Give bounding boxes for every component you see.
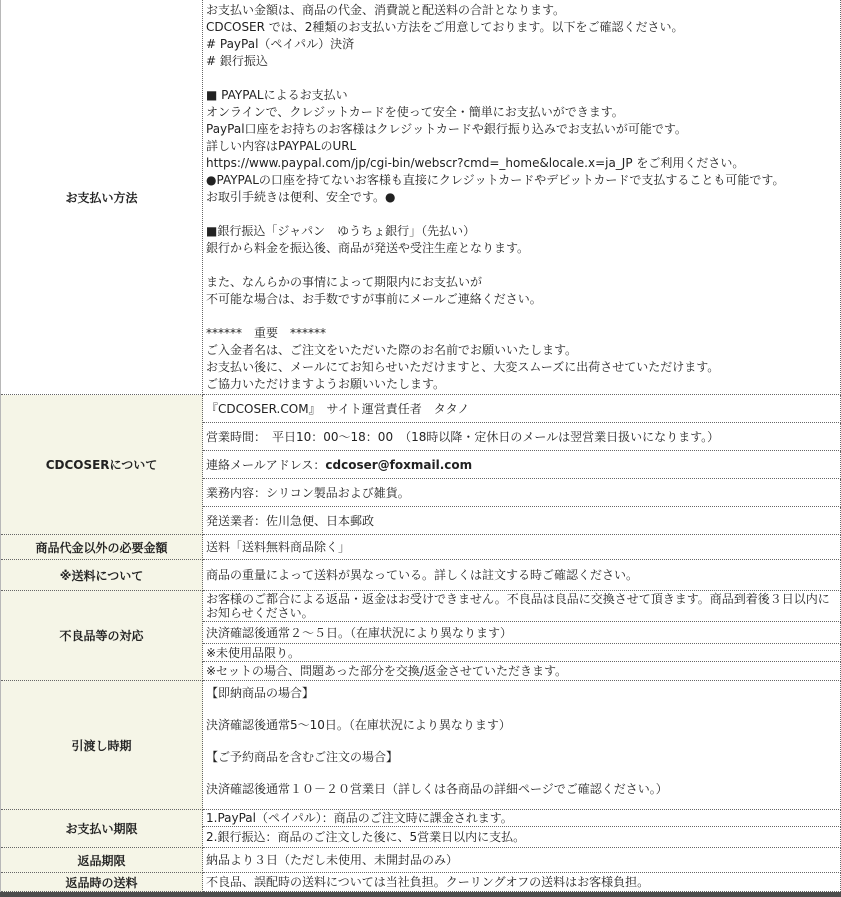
defective-row-2 <box>203 622 841 644</box>
about-contact-row <box>203 451 841 479</box>
shipper-text: 発送業者：佐川急便、日本郵政 <box>206 513 375 528</box>
return-shipping-text: 不良品、誤配時の送料については当社負担。クーリングオフの送料はお客様負担。 <box>206 875 650 889</box>
blank-line <box>206 70 837 87</box>
text-line: 詳しい内容はPAYPALのURL <box>206 139 357 153</box>
contact-email: cdcoser@foxmail.com <box>325 457 473 472</box>
about-business-row <box>203 479 841 507</box>
text-line: ●PAYPALの口座を持てないお客様も直接にクレジットカードやデビットカードで支払することも可能です。 <box>206 173 785 187</box>
defective-timing-text: 決済確認後通常２～５日。（在庫状況により異なります） <box>206 625 513 640</box>
text-line: お支払い金額は、商品の代金、消費説と配送料の合計となります。 <box>206 3 566 17</box>
payment-deadline-row-2 <box>203 827 841 848</box>
blank-line <box>206 701 837 717</box>
extra-fees-text: 送料「送料無料商品除く」 <box>206 540 351 554</box>
row-label-payment-method: お支払い方法 <box>1 0 203 395</box>
bank-deadline-text: 2.銀行振込：商品のご注文した後に、5営業日以内に支払。 <box>206 830 526 844</box>
bottom-bar <box>0 892 841 897</box>
defective-row-3 <box>203 644 841 662</box>
blank-line <box>206 257 837 274</box>
defective-row-4 <box>203 662 841 681</box>
about-hours-row <box>203 423 841 451</box>
defective-row-1 <box>203 591 841 622</box>
blank-line <box>206 206 837 223</box>
text-line: ■銀行振込「ジャパン ゆうちょ銀行」（先払い） <box>206 224 476 238</box>
about-site-row <box>203 395 841 423</box>
important-heading: ****** 重要 ****** <box>206 326 327 340</box>
text-line: # 銀行振込 <box>206 54 268 68</box>
contact-email-prefix: 連絡メールアドレス： <box>206 457 326 472</box>
text-line: CDCOSER では、2種類のお支払い方法をご用意しております。以下をご確認ください。 <box>206 20 684 34</box>
paypal-deadline-text: 1.PayPal（ペイパル）：商品のご注文時に課金されます。 <box>206 811 513 825</box>
delivery-content <box>203 681 841 810</box>
blank-line <box>206 733 837 749</box>
row-label-about: CDCOSERについて <box>1 395 203 535</box>
text-line: ご入金者名は、ご注文をいただいた際のお名前でお願いいたします。 <box>206 343 578 357</box>
business-content-text: 業務内容：シリコン製品および雑貨。 <box>206 485 410 500</box>
text-line: ■ PAYPALによるお支払い <box>206 88 348 102</box>
row-label-shipping-note: ※送料について <box>1 560 203 591</box>
row-label-payment-deadline: お支払い期限 <box>1 810 203 848</box>
text-line: # PayPal（ペイパル）決済 <box>206 37 355 51</box>
text-line: 不可能な場合は、お手数ですが事前にメールご連絡ください。 <box>206 292 542 306</box>
blank-line <box>206 308 837 325</box>
return-deadline-content <box>203 848 841 873</box>
extra-fees-content <box>203 535 841 560</box>
row-label-extra-fees: 商品代金以外の必要金額 <box>1 535 203 560</box>
return-deadline-text: 納品より３日（ただし未使用、未開封品のみ） <box>206 853 459 867</box>
defective-policy-text: お客様のご都合による返品・返金はお受けできません。不良品は良品に交換させて頂きます。商品到着後３日以内にお知らせください。 <box>206 592 830 620</box>
contact-email-line <box>206 458 837 472</box>
about-shipper-row <box>203 507 841 535</box>
defective-set-text: ※セットの場合、問題あった部分を交換/返金させていただきます。 <box>206 664 568 678</box>
delivery-text: 決済確認後通常１０－２０営業日（詳しくは各商品の詳細ページでご確認ください。） <box>206 782 668 796</box>
delivery-text: 決済確認後通常5～10日。（在庫状況により異なります） <box>206 718 511 732</box>
text-line: ご協力いただけますようお願いいたします。 <box>206 377 446 391</box>
defective-unused-text: ※未使用品限り。 <box>206 645 301 660</box>
delivery-heading: 【ご予約商品を含むご注文の場合】 <box>206 750 399 764</box>
blank-line <box>206 765 837 781</box>
text-line: また、なんらかの事情によって期限内にお支払いが <box>206 275 483 289</box>
row-label-defective: 不良品等の対応 <box>1 591 203 681</box>
payment-method-content <box>203 0 841 395</box>
text-line: お支払い後に、メールにてお知らせいただけますと、大変スムーズに出荷させていただけます。 <box>206 360 720 374</box>
site-operator-text: 『CDCOSER.COM』 サイト運営責任者 タタノ <box>206 401 470 416</box>
paypal-url-text: https://www.paypal.com/jp/cgi-bin/webscr?cmd=_home&locale.x=ja_JP をご利用ください。 <box>206 156 745 170</box>
row-label-delivery: 引渡し時期 <box>1 681 203 810</box>
text-line: オンラインで、クレジットカードを使って安全・簡単にお支払いができます。 <box>206 105 624 119</box>
text-line: お取引手続きは便利、安全です。● <box>206 190 396 204</box>
row-label-return-deadline: 返品期限 <box>1 848 203 873</box>
return-shipping-content <box>203 873 841 892</box>
business-hours-text: 営業時間： 平日10：00～18：00 （18時以降・定休日のメールは翌営業日扱いになります。） <box>206 429 720 444</box>
text-line: 銀行から料金を振込後、商品が発送や受注生産となります。 <box>206 241 530 255</box>
row-label-return-shipping: 返品時の送料 <box>1 873 203 892</box>
payment-deadline-row-1 <box>203 810 841 827</box>
delivery-heading: 【即納商品の場合】 <box>206 686 315 700</box>
shipping-note-text: 商品の重量によって送料が異なっている。詳しくは註文する時ご確認ください。 <box>206 568 639 582</box>
shipping-note-content <box>203 560 841 591</box>
text-line: PayPal口座をお持ちのお客様はクレジットカードや銀行振り込みでお支払いが可能です。 <box>206 122 687 136</box>
